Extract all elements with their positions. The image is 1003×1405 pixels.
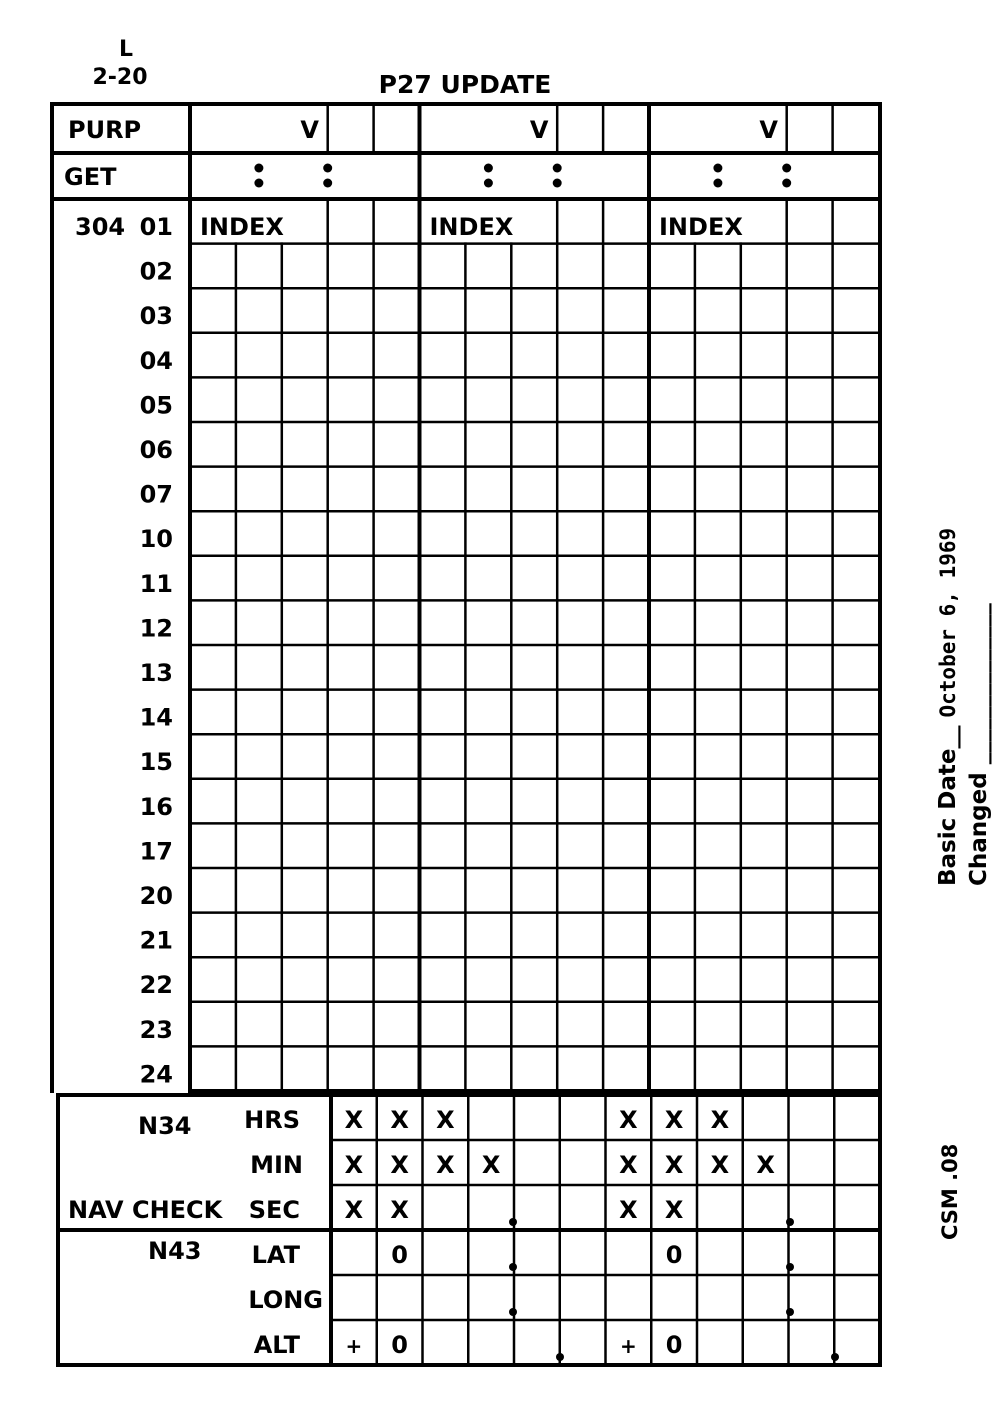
n34-entry: X: [436, 1151, 455, 1179]
get-colon-dot: [782, 164, 791, 173]
register-number: 11: [139, 569, 173, 598]
page-marker: L: [118, 37, 134, 62]
register-number: 12: [139, 614, 173, 643]
get-colon-dot: [323, 179, 332, 188]
get-colon-dot: [553, 179, 562, 188]
register-number: 17: [139, 837, 173, 866]
n43-entry: +: [345, 1334, 363, 1358]
index-label: INDEX: [659, 213, 743, 241]
n34-entry: X: [344, 1151, 364, 1179]
n34-entry: X: [436, 1106, 455, 1134]
n34-row-label: SEC: [248, 1196, 300, 1224]
n34-entry: X: [390, 1106, 409, 1134]
n34-row-label: HRS: [244, 1106, 300, 1134]
page-number: 2-20: [92, 65, 148, 90]
n43-entry: 0: [391, 1241, 408, 1269]
register-number: 20: [139, 882, 173, 910]
document-code: CSM .08: [938, 1143, 962, 1240]
basic-date-line: Basic Date__ October 6, 1969: [935, 527, 961, 886]
n34-entry: X: [710, 1106, 730, 1134]
n34-entry: X: [390, 1151, 409, 1179]
register-number: 16: [139, 792, 173, 821]
n34-entry: X: [619, 1151, 638, 1179]
register-number: 13: [139, 659, 173, 687]
grid-dot: [509, 1308, 517, 1316]
get-colon-dot: [254, 179, 263, 188]
n34-entry: X: [344, 1106, 364, 1134]
register-number: 03: [139, 302, 173, 331]
grid-dot: [831, 1353, 839, 1361]
register-number: 14: [139, 703, 173, 732]
register-group: 304: [75, 213, 126, 241]
grid-dot: [786, 1263, 794, 1271]
register-number: 07: [139, 480, 173, 509]
grid-dot: [786, 1218, 794, 1226]
n34-entry: X: [390, 1196, 409, 1224]
purp-label: PURP: [68, 116, 142, 144]
grid-dot: [509, 1218, 517, 1226]
n43-row-label: LONG: [248, 1286, 323, 1314]
get-colon-dot: [484, 179, 493, 188]
register-number: 02: [139, 257, 173, 286]
changed-label: Changed: [966, 772, 992, 886]
register-number: 04: [139, 346, 173, 375]
n34-entry: X: [710, 1151, 730, 1179]
n34-label: N34: [138, 1112, 192, 1140]
register-number: 10: [139, 525, 173, 554]
index-label: INDEX: [200, 213, 284, 241]
nav-check-label: NAV CHECK: [68, 1196, 223, 1224]
form-labels: [64, 116, 839, 1361]
basic-date-value: October 6, 1969: [936, 527, 960, 718]
register-number: 21: [139, 926, 173, 955]
n34-entry: X: [344, 1196, 364, 1224]
verb-mark: V: [759, 116, 778, 144]
get-colon-dot: [553, 164, 562, 173]
n34-entry: X: [664, 1196, 684, 1224]
register-number: 15: [139, 748, 173, 777]
get-label: GET: [64, 163, 117, 191]
get-colon-dot: [323, 164, 332, 173]
register-number: 22: [139, 971, 173, 1000]
n43-entry: 0: [665, 1331, 683, 1359]
n43-entry: 0: [665, 1241, 683, 1269]
n43-entry: 0: [391, 1331, 408, 1359]
verb-mark: V: [300, 116, 319, 144]
get-colon-dot: [254, 164, 263, 173]
n43-row-label: ALT: [253, 1331, 300, 1359]
n34-entry: X: [481, 1151, 501, 1179]
register-number: 05: [139, 391, 173, 420]
changed-line: Changed ______________: [966, 603, 992, 886]
get-colon-dot: [484, 164, 493, 173]
n34-entry: X: [619, 1196, 638, 1224]
index-label: INDEX: [429, 213, 514, 241]
get-colon-dot: [713, 164, 722, 173]
n43-row-label: LAT: [251, 1241, 300, 1269]
n34-entry: X: [664, 1151, 684, 1179]
n43-entry: +: [619, 1334, 637, 1358]
register-number: 01: [139, 213, 173, 241]
n34-row-label: MIN: [250, 1151, 303, 1179]
n43-label: N43: [148, 1237, 202, 1265]
grid-dot: [509, 1263, 517, 1271]
register-number: 23: [139, 1015, 173, 1044]
register-number: 24: [139, 1060, 173, 1089]
grid-dot: [786, 1308, 794, 1316]
get-colon-dot: [713, 179, 722, 188]
register-number: 06: [139, 436, 173, 464]
n34-entry: X: [664, 1106, 684, 1134]
get-colon-dot: [782, 179, 791, 188]
n34-entry: X: [756, 1151, 775, 1179]
n34-entry: X: [619, 1106, 638, 1134]
verb-mark: V: [529, 116, 549, 144]
grid-dot: [556, 1353, 564, 1361]
basic-date-label: Basic Date: [935, 748, 961, 886]
form-title: P27 UPDATE: [378, 70, 552, 99]
